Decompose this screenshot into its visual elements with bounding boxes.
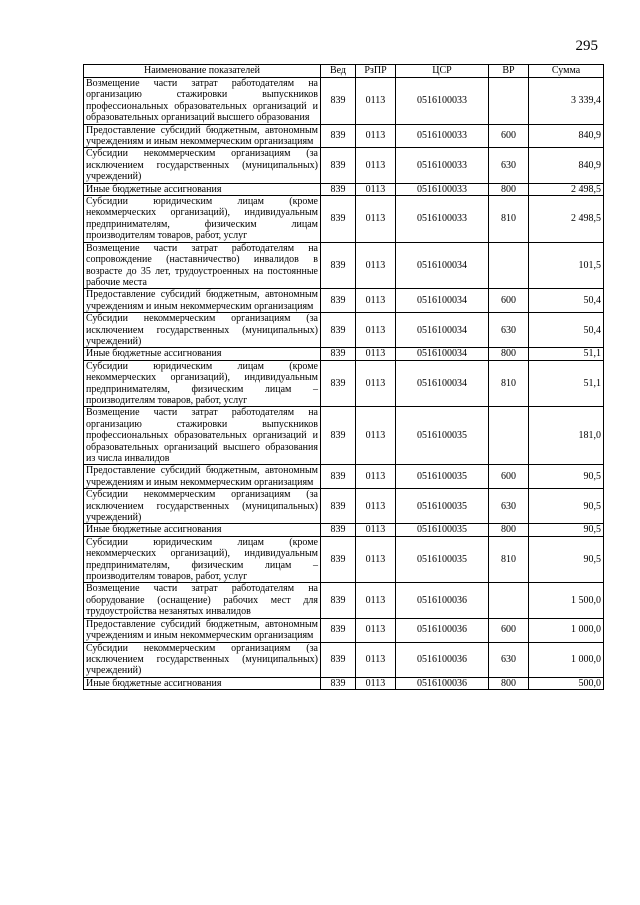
cell-ved: 839 [321,583,356,618]
cell-rzpr: 0113 [356,489,396,524]
cell-sum: 2 498,5 [529,183,604,195]
cell-name: Субсидии некоммерческим организациям (за исключением государственных (муниципальных) учреждений) [84,313,321,348]
cell-ved: 839 [321,524,356,536]
cell-csr: 0516100036 [396,583,489,618]
cell-sum: 840,9 [529,124,604,148]
header-name: Наименование показателей [84,65,321,78]
cell-vr: 600 [489,289,529,313]
cell-rzpr: 0113 [356,360,396,407]
cell-sum: 90,5 [529,489,604,524]
cell-name: Возмещение части затрат работодателям на сопровождение (наставничество) инвалидов в возрасте до 35 лет, трудоустроенных на постоянные рабочие места [84,242,321,289]
cell-csr: 0516100033 [396,78,489,125]
cell-ved: 839 [321,642,356,677]
cell-ved: 839 [321,124,356,148]
table-row [84,289,604,313]
cell-vr: 800 [489,677,529,689]
cell-name: Возмещение части затрат работодателям на оборудование (оснащение) рабочих мест для трудоустройства незанятых инвалидов [84,583,321,618]
header-vr: ВР [489,65,529,78]
cell-sum: 500,0 [529,677,604,689]
cell-rzpr: 0113 [356,465,396,489]
table-row [84,148,604,183]
table-row [84,196,604,243]
cell-csr: 0516100036 [396,618,489,642]
table-row [84,583,604,618]
cell-vr [489,78,529,125]
cell-name: Возмещение части затрат работодателям на организацию стажировки выпускников профессиональных образовательных организаций и образовательных организаций высшего образования [84,78,321,125]
cell-csr: 0516100036 [396,642,489,677]
table-row [84,360,604,407]
cell-sum: 181,0 [529,407,604,465]
table-row [84,78,604,125]
cell-ved: 839 [321,289,356,313]
cell-ved: 839 [321,677,356,689]
cell-ved: 839 [321,360,356,407]
cell-vr: 600 [489,124,529,148]
cell-csr: 0516100035 [396,489,489,524]
cell-sum: 101,5 [529,242,604,289]
cell-ved: 839 [321,489,356,524]
cell-rzpr: 0113 [356,677,396,689]
cell-vr: 800 [489,524,529,536]
cell-sum: 2 498,5 [529,196,604,243]
cell-name: Иные бюджетные ассигнования [84,677,321,689]
table-row [84,489,604,524]
cell-rzpr: 0113 [356,196,396,243]
cell-name: Субсидии юридическим лицам (кроме некоммерческих организаций), индивидуальным предпринимателям, физическим лицам – производителям товаров, работ, услуг [84,360,321,407]
cell-rzpr: 0113 [356,313,396,348]
cell-rzpr: 0113 [356,148,396,183]
cell-rzpr: 0113 [356,242,396,289]
table-row [84,536,604,583]
cell-name: Возмещение части затрат работодателям на организацию стажировки выпускников профессиональных образовательных организаций и образовательных организаций высшего образования из числа инвалидов [84,407,321,465]
table-row [84,313,604,348]
cell-sum: 90,5 [529,465,604,489]
cell-csr: 0516100033 [396,183,489,195]
cell-ved: 839 [321,618,356,642]
cell-vr: 800 [489,348,529,360]
cell-ved: 839 [321,313,356,348]
cell-name: Иные бюджетные ассигнования [84,524,321,536]
table-header-row [84,65,604,78]
table-row [84,618,604,642]
cell-vr: 630 [489,313,529,348]
cell-name: Предоставление субсидий бюджетным, автономным учреждениям и иным некоммерческим организациям [84,124,321,148]
cell-rzpr: 0113 [356,536,396,583]
table-row [84,407,604,465]
budget-table [83,64,604,690]
cell-ved: 839 [321,148,356,183]
table-row [84,524,604,536]
cell-csr: 0516100034 [396,348,489,360]
cell-ved: 839 [321,465,356,489]
cell-sum: 1 500,0 [529,583,604,618]
cell-sum: 50,4 [529,289,604,313]
cell-rzpr: 0113 [356,524,396,536]
table-row [84,677,604,689]
cell-vr: 630 [489,489,529,524]
cell-rzpr: 0113 [356,124,396,148]
cell-csr: 0516100035 [396,407,489,465]
cell-vr: 600 [489,465,529,489]
cell-name: Предоставление субсидий бюджетным, автономным учреждениям и иным некоммерческим организациям [84,465,321,489]
cell-name: Субсидии юридическим лицам (кроме некоммерческих организаций), индивидуальным предпринимателям, физическим лицам производителям товаров, работ, услуг [84,196,321,243]
cell-sum: 1 000,0 [529,618,604,642]
cell-ved: 839 [321,196,356,243]
header-ved: Вед [321,65,356,78]
cell-csr: 0516100034 [396,313,489,348]
cell-rzpr: 0113 [356,642,396,677]
cell-rzpr: 0113 [356,407,396,465]
cell-rzpr: 0113 [356,583,396,618]
table-row [84,642,604,677]
cell-csr: 0516100035 [396,465,489,489]
cell-csr: 0516100033 [396,148,489,183]
cell-ved: 839 [321,78,356,125]
header-sum: Сумма [529,65,604,78]
page-number: 295 [575,38,598,54]
header-csr: ЦСР [396,65,489,78]
cell-rzpr: 0113 [356,78,396,125]
table-row [84,242,604,289]
cell-sum: 50,4 [529,313,604,348]
cell-sum: 840,9 [529,148,604,183]
cell-rzpr: 0113 [356,183,396,195]
cell-rzpr: 0113 [356,289,396,313]
cell-sum: 90,5 [529,524,604,536]
cell-name: Субсидии некоммерческим организациям (за исключением государственных (муниципальных) учреждений) [84,148,321,183]
cell-vr: 800 [489,183,529,195]
cell-vr [489,583,529,618]
cell-name: Иные бюджетные ассигнования [84,183,321,195]
header-rzpr: РзПР [356,65,396,78]
cell-vr [489,407,529,465]
cell-sum: 51,1 [529,360,604,407]
cell-name: Субсидии юридическим лицам (кроме некоммерческих организаций), индивидуальным предпринимателям, физическим лицам – производителям товаров, работ, услуг [84,536,321,583]
cell-vr: 810 [489,360,529,407]
cell-name: Иные бюджетные ассигнования [84,348,321,360]
cell-csr: 0516100033 [396,124,489,148]
cell-name: Субсидии некоммерческим организациям (за исключением государственных (муниципальных) учреждений) [84,642,321,677]
cell-csr: 0516100033 [396,196,489,243]
table-row [84,124,604,148]
cell-rzpr: 0113 [356,348,396,360]
cell-csr: 0516100035 [396,524,489,536]
cell-csr: 0516100034 [396,289,489,313]
cell-csr: 0516100034 [396,360,489,407]
cell-name: Предоставление субсидий бюджетным, автономным учреждениям и иным некоммерческим организациям [84,618,321,642]
cell-vr: 810 [489,536,529,583]
cell-name: Субсидии некоммерческим организациям (за исключением государственных (муниципальных) учреждений) [84,489,321,524]
cell-rzpr: 0113 [356,618,396,642]
table-body [84,78,604,690]
cell-sum: 51,1 [529,348,604,360]
cell-sum: 1 000,0 [529,642,604,677]
cell-csr: 0516100036 [396,677,489,689]
table-row [84,348,604,360]
cell-vr: 600 [489,618,529,642]
cell-sum: 3 339,4 [529,78,604,125]
cell-ved: 839 [321,183,356,195]
cell-name: Предоставление субсидий бюджетным, автономным учреждениям и иным некоммерческим организациям [84,289,321,313]
cell-ved: 839 [321,242,356,289]
table-row [84,183,604,195]
cell-vr: 810 [489,196,529,243]
cell-vr: 630 [489,642,529,677]
cell-ved: 839 [321,407,356,465]
cell-ved: 839 [321,536,356,583]
cell-csr: 0516100035 [396,536,489,583]
cell-csr: 0516100034 [396,242,489,289]
cell-vr: 630 [489,148,529,183]
cell-ved: 839 [321,348,356,360]
table-row [84,465,604,489]
cell-sum: 90,5 [529,536,604,583]
cell-vr [489,242,529,289]
